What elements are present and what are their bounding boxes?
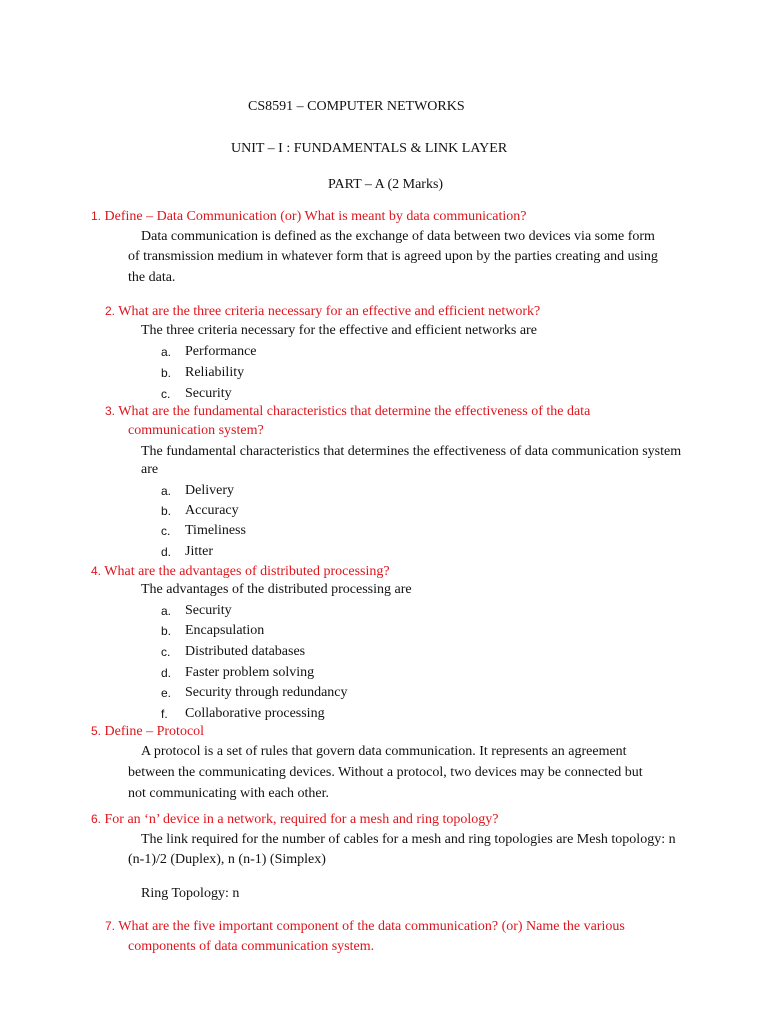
- question-text: What are the advantages of distributed processing?: [104, 564, 390, 579]
- list-marker: d.: [161, 666, 172, 680]
- list-marker: a.: [161, 604, 172, 618]
- list-item: Security: [185, 386, 232, 401]
- question-5: [91, 722, 204, 741]
- answer-line: The link required for the number of cables for a mesh and ring topologies are Mesh topology: n: [141, 832, 676, 847]
- answer-intro: The three criteria necessary for the effective and efficient networks are: [141, 323, 537, 338]
- question-2: [105, 302, 540, 321]
- list-item: Reliability: [185, 365, 245, 380]
- unit-title: UNIT – I : FUNDAMENTALS & LINK LAYER: [231, 141, 508, 156]
- question-text: Define – Protocol: [104, 724, 205, 739]
- question-number: 1.: [91, 209, 102, 223]
- question-number: 6.: [91, 812, 102, 826]
- list-item: Distributed databases: [185, 644, 306, 659]
- answer-line: between the communicating devices. Without a protocol, two devices may be connected but: [128, 765, 643, 780]
- question-number: 2.: [105, 304, 116, 318]
- question-text: What are the five important component of the data communication? (or) Name the various: [118, 919, 625, 934]
- answer-line: A protocol is a set of rules that govern data communication. It represents an agreement: [141, 744, 627, 759]
- question-6: [91, 810, 498, 829]
- part-title: PART – A (2 Marks): [328, 177, 444, 192]
- question-text: For an ‘n’ device in a network, required for a mesh and ring topology?: [104, 812, 499, 827]
- answer-line: not communicating with each other.: [128, 786, 330, 801]
- list-item: Accuracy: [185, 503, 239, 518]
- list-item: Collaborative processing: [185, 706, 325, 721]
- question-1: [91, 207, 526, 226]
- list-marker: a.: [161, 484, 172, 498]
- question-number: 7.: [105, 919, 116, 933]
- list-marker: f.: [161, 707, 168, 721]
- question-text: What are the three criteria necessary for an effective and efficient network?: [118, 304, 541, 319]
- question-text-cont: communication system?: [128, 423, 264, 438]
- answer-extra: Ring Topology: n: [141, 886, 240, 901]
- answer-line: Data communication is defined as the exchange of data between two devices via some form: [141, 229, 655, 244]
- answer-intro-cont: are: [141, 462, 159, 477]
- list-marker: b.: [161, 366, 172, 380]
- list-item: Performance: [185, 344, 257, 359]
- answer-line: (n-1)/2 (Duplex), n (n-1) (Simplex): [128, 852, 326, 867]
- question-number: 4.: [91, 564, 102, 578]
- answer-line: the data.: [128, 270, 176, 285]
- question-text-cont: components of data communication system.: [128, 939, 375, 954]
- list-item: Jitter: [185, 544, 213, 559]
- list-marker: c.: [161, 524, 171, 538]
- answer-intro: The fundamental characteristics that determines the effectiveness of data communication system: [141, 444, 682, 459]
- question-text: What are the fundamental characteristics that determine the effectiveness of the data: [118, 404, 591, 419]
- course-title: CS8591 – COMPUTER NETWORKS: [248, 99, 465, 114]
- answer-intro: The advantages of the distributed processing are: [141, 582, 412, 597]
- list-item: Security: [185, 603, 232, 618]
- list-marker: b.: [161, 624, 172, 638]
- question-text: Define – Data Communication (or) What is meant by data communication?: [104, 209, 527, 224]
- question-4: [91, 562, 390, 581]
- question-3: [105, 402, 590, 421]
- question-number: 3.: [105, 404, 116, 418]
- list-marker: b.: [161, 504, 172, 518]
- list-item: Security through redundancy: [185, 685, 348, 700]
- list-item: Encapsulation: [185, 623, 265, 638]
- list-marker: a.: [161, 345, 172, 359]
- list-marker: e.: [161, 686, 172, 700]
- question-7: [105, 917, 625, 936]
- list-marker: c.: [161, 645, 171, 659]
- answer-line: of transmission medium in whatever form that is agreed upon by the parties creating and using: [128, 249, 658, 264]
- list-item: Timeliness: [185, 523, 246, 538]
- question-number: 5.: [91, 724, 102, 738]
- list-marker: c.: [161, 387, 171, 401]
- list-marker: d.: [161, 545, 172, 559]
- list-item: Delivery: [185, 483, 234, 498]
- list-item: Faster problem solving: [185, 665, 315, 680]
